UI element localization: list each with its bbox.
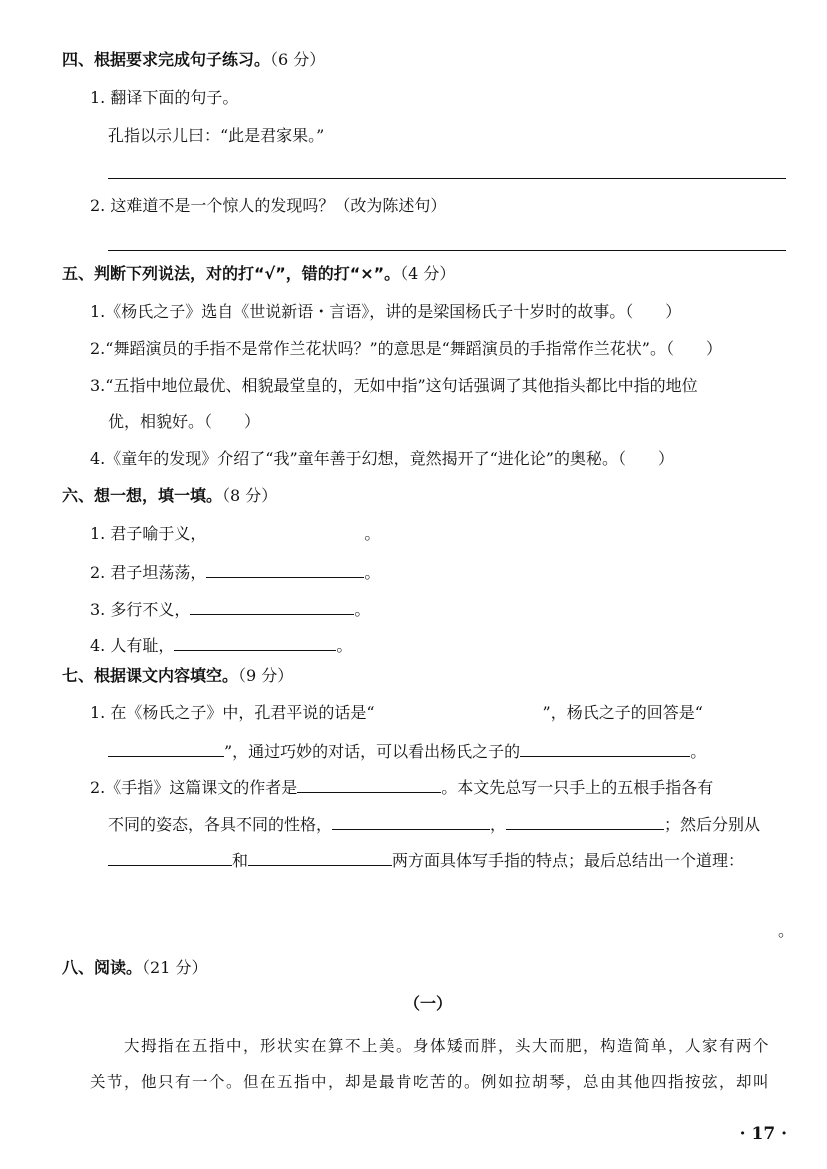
text: ”，杨氏之子的回答是“: [542, 703, 703, 722]
section-8-heading: [62, 958, 207, 978]
text: ，: [490, 815, 507, 834]
period: 。: [336, 636, 353, 655]
s6-item: [90, 524, 380, 544]
points: （6 分）: [270, 50, 326, 69]
fill-blank[interactable]: [206, 561, 364, 578]
period: 。: [364, 524, 381, 543]
passage-line: 大拇指在五指中，形状实在算不上美。身体矮而胖，头大而肥，构造简单，人家有两个: [90, 1037, 771, 1055]
points: （8 分）: [222, 486, 278, 505]
s4-q1: 1. 翻译下面的句子。: [90, 88, 239, 107]
heading-text: 八、阅读。: [62, 958, 143, 977]
text: 两方面具体写手指的特点；最后总结出一个道理：: [392, 851, 745, 870]
fill-blank[interactable]: [297, 776, 441, 793]
section-6-heading: [62, 486, 277, 506]
prompt: 3. 多行不义，: [90, 600, 191, 619]
s5-item: 2.“舞蹈演员的手指不是常作兰花状吗？”的意思是“舞蹈演员的手指常作兰花状”。（ ）: [90, 339, 722, 358]
s6-item: [90, 598, 370, 620]
heading-text: 七、根据课文内容填空。: [62, 666, 239, 685]
answer-line[interactable]: [108, 178, 786, 179]
prompt: 1. 君子喻于义，: [90, 524, 207, 543]
s5-item: 3.“五指中地位最优、相貌最堂皇的，无如中指”这句话强调了其他指头都比中指的地位: [90, 376, 698, 395]
period: 。: [354, 600, 371, 619]
s7-q2: [90, 776, 713, 798]
fill-blank[interactable]: [108, 740, 224, 757]
prompt: 4. 人有耻，: [90, 636, 175, 655]
period: 。: [690, 742, 707, 761]
fill-blank[interactable]: [190, 598, 354, 615]
fill-blank[interactable]: [332, 813, 490, 830]
heading-text: 六、想一想，填一填。: [62, 486, 223, 505]
s5-item-cont: 优，相貌好。（ ）: [108, 412, 261, 431]
section-7-heading: [62, 666, 293, 686]
section-5-heading: [62, 264, 455, 284]
s7-q1-cont: [108, 740, 706, 762]
text: 不同的姿态，各具不同的性格，: [108, 815, 333, 834]
fill-blank[interactable]: [108, 849, 232, 866]
period: 。: [364, 563, 381, 582]
s7-q1: [90, 703, 703, 723]
text: 1. 在《杨氏之子》中，孔君平说的话是“: [90, 703, 375, 722]
s5-item: 4.《童年的发现》介绍了“我”童年善于幻想，竟然揭开了“进化论”的奥秘。（ ）: [90, 449, 674, 468]
s5-item: 1.《杨氏之子》选自《世说新语・言语》，讲的是梁国杨氏子十岁时的故事。（ ）: [90, 302, 682, 321]
text: ”，通过巧妙的对话，可以看出杨氏之子的: [224, 742, 521, 761]
points: （4 分）: [400, 264, 456, 283]
s4-q1-text: 孔指以示儿曰：“此是君家果。”: [108, 126, 325, 145]
heading-text: 四、根据要求完成句子练习。: [62, 50, 271, 69]
s7-end-period: 。: [778, 921, 795, 940]
points: （21 分）: [142, 958, 208, 977]
fill-blank[interactable]: [248, 849, 392, 866]
s6-item: [90, 561, 380, 583]
fill-blank[interactable]: [520, 740, 690, 757]
s4-q2: 2. 这难道不是一个惊人的发现吗？（改为陈述句）: [90, 196, 447, 215]
prompt: 2. 君子坦荡荡，: [90, 563, 207, 582]
fill-blank[interactable]: [506, 813, 664, 830]
s7-q2-cont: [108, 849, 744, 871]
text: 。本文先总写一只手上的五根手指各有: [441, 778, 714, 797]
s6-item: [90, 634, 352, 656]
fill-blank[interactable]: [174, 634, 336, 651]
section-4-heading: [62, 50, 325, 70]
answer-line[interactable]: [108, 250, 786, 251]
heading-text: 五、判断下列说法，对的打“√”，错的打“×”。: [62, 264, 401, 283]
passage-number: （一）: [404, 994, 453, 1013]
text: 2.《手指》这篇课文的作者是: [90, 778, 298, 797]
page-number: · 17 ·: [739, 1124, 787, 1144]
s7-q2-cont: [108, 813, 760, 835]
points: （9 分）: [238, 666, 294, 685]
text: ；然后分别从: [664, 815, 761, 834]
passage-line: 关节，他只有一个。但在五指中，却是最肯吃苦的。例如拉胡琴，总由其他四指按弦，却叫: [90, 1073, 771, 1091]
text: 和: [232, 851, 249, 870]
